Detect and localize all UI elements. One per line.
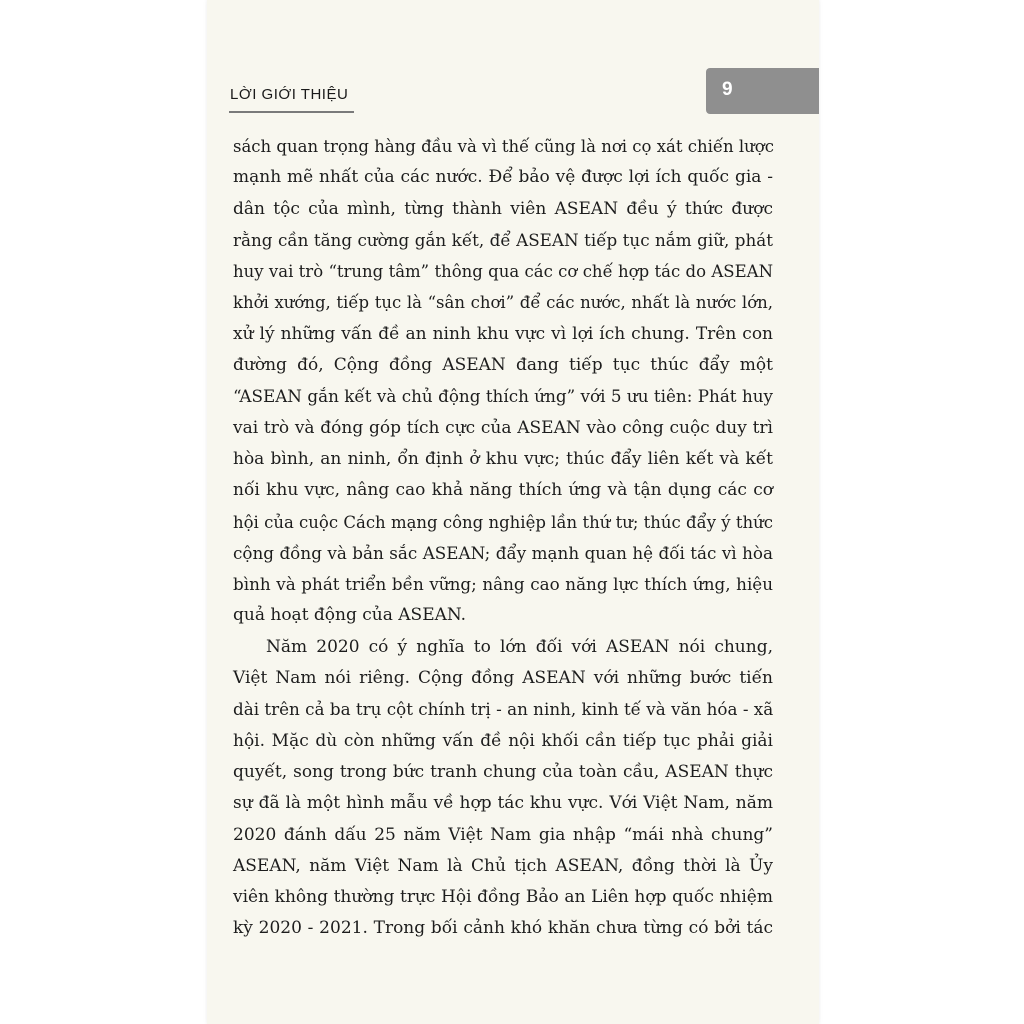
running-head-title: LỜI GIỚI THIỆU [230,86,349,103]
text-line: dân tộc của mình, từng thành viên ASEAN đều ý thức được [233,198,773,219]
text-line: huy vai trò “trung tâm” thông qua các cơ chế hợp tác do ASEAN [233,262,773,282]
text-line: hòa bình, an ninh, ổn định ở khu vực; thúc đẩy liên kết và kết [233,448,773,469]
text-line: sách quan trọng hàng đầu và vì thế cũng là nơi cọ xát chiến lược [233,137,774,156]
text-line: quả hoạt động của ASEAN. [233,605,467,626]
paragraph-1 [233,131,773,632]
text-line: hội của cuộc Cách mạng công nghiệp lần thứ tư; thúc đẩy ý thức [233,512,773,532]
text-line: kỳ 2020 - 2021. Trong bối cảnh khó khăn chưa từng có bởi tác [233,918,773,939]
text-line: nối khu vực, nâng cao khả năng thích ứng và tận dụng các cơ [233,480,773,501]
text-line: rằng cần tăng cường gắn kết, để ASEAN tiếp tục nắm giữ, phát [233,229,773,250]
text-line: đường đó, Cộng đồng ASEAN đang tiếp tục thúc đẩy một [233,355,773,376]
paragraph-2 [233,632,773,945]
text-line: vai trò và đóng góp tích cực của ASEAN vào công cuộc duy trì [233,417,773,438]
text-line: viên không thường trực Hội đồng Bảo an Liên hợp quốc nhiệm [233,887,773,908]
text-line: Năm 2020 có ý nghĩa to lớn đối với ASEAN nói chung, [266,636,773,657]
page-number: 9 [722,79,733,100]
text-line: Việt Nam nói riêng. Cộng đồng ASEAN với những bước tiến [233,668,773,689]
text-line: cộng đồng và bản sắc ASEAN; đẩy mạnh quan hệ đối tác vì hòa [233,542,773,563]
header-underline [229,111,354,113]
text-line: bình và phát triển bền vững; nâng cao năng lực thích ứng, hiệu [233,574,773,595]
page-number-tab [706,68,819,114]
text-line: quyết, song trong bức tranh chung của toàn cầu, ASEAN thực [233,761,773,782]
text-line: dài trên cả ba trụ cột chính trị - an ninh, kinh tế và văn hóa - xã [233,699,774,720]
text-line: 2020 đánh dấu 25 năm Việt Nam gia nhập “mái nhà chung” [233,824,773,845]
text-line: khởi xướng, tiếp tục là “sân chơi” để các nước, nhất là nước lớn, [233,293,773,313]
text-line: ASEAN, năm Việt Nam là Chủ tịch ASEAN, đồng thời là Ủy [233,855,773,876]
book-page [207,0,819,1024]
text-line: sự đã là một hình mẫu về hợp tác khu vực. Với Việt Nam, năm [233,793,773,814]
text-line: “ASEAN gắn kết và chủ động thích ứng” với 5 ưu tiên: Phát huy [233,386,773,407]
text-line: hội. Mặc dù còn những vấn đề nội khối cần tiếp tục phải giải [233,730,773,751]
text-line: xử lý những vấn đề an ninh khu vực vì lợi ích chung. Trên con [233,323,773,344]
text-line: mạnh mẽ nhất của các nước. Để bảo vệ được lợi ích quốc gia - [233,167,773,188]
body-text [233,131,773,945]
